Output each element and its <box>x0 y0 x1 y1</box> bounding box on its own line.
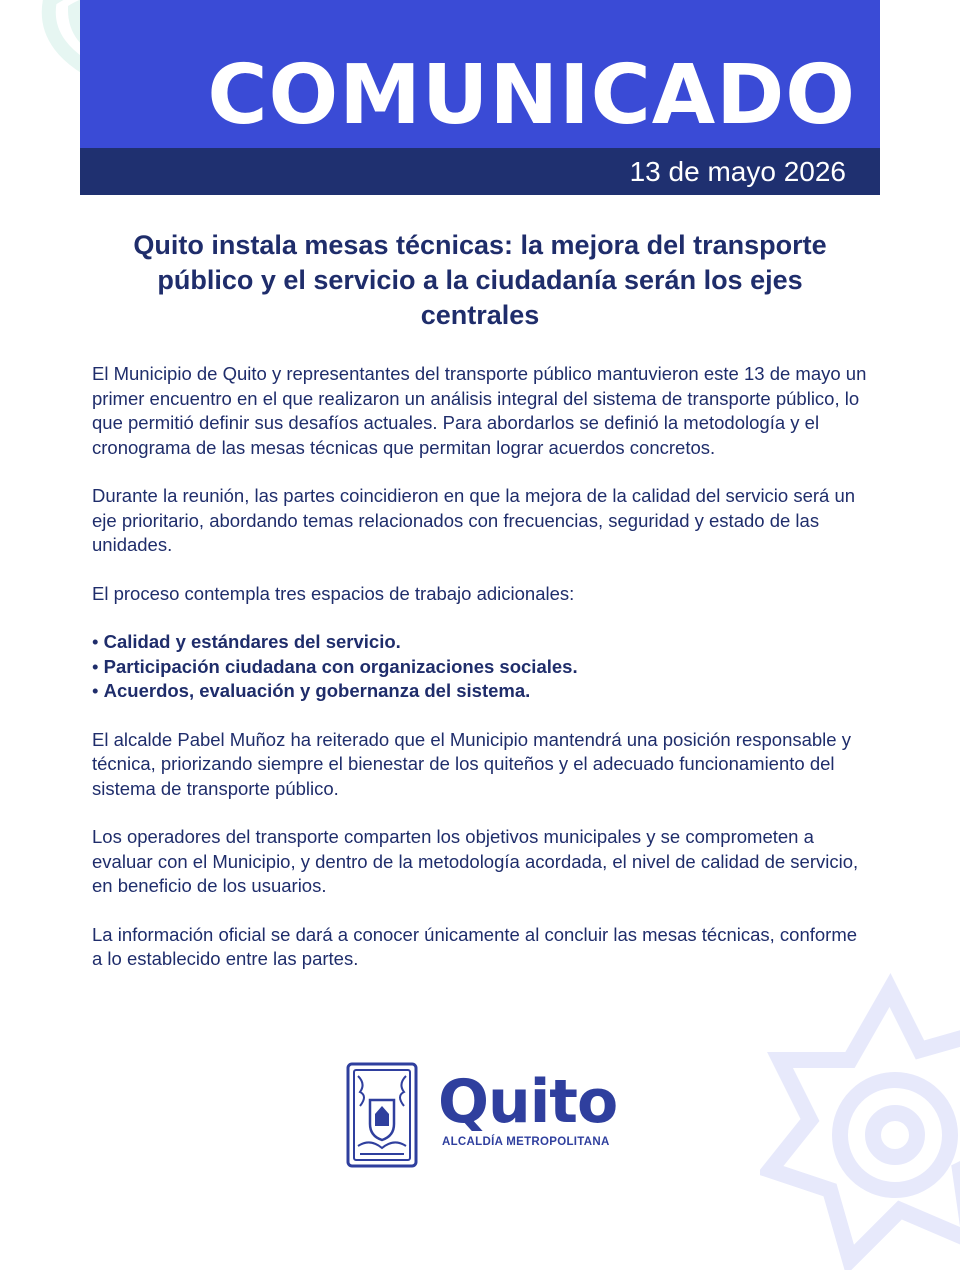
list-item: • Acuerdos, evaluación y gobernanza del sistema. <box>92 679 872 704</box>
coat-of-arms-icon <box>346 1062 418 1168</box>
paragraph: El proceso contempla tres espacios de trabajo adicionales: <box>92 582 575 604</box>
logo-subtitle: ALCALDÍA METROPOLITANA <box>442 1136 610 1148</box>
logo-wordmark: Quito <box>438 1067 618 1137</box>
date-banner <box>80 148 880 195</box>
page-title: COMUNICADO <box>207 48 856 143</box>
body-text <box>92 362 872 996</box>
paragraph: La información oficial se dará a conocer únicamente al concluir las mesas técnicas, conforme a lo establecido entre las partes. <box>92 923 858 969</box>
list-item: • Participación ciudadana con organizaciones sociales. <box>92 655 872 680</box>
headline: Quito instala mesas técnicas: la mejora del transporte público y el servicio a la ciudadanía serán los ejes centrales <box>133 230 827 330</box>
paragraph: El alcalde Pabel Muñoz ha reiterado que el Municipio mantendrá una posición responsable y técnica, priorizando siempre el bienestar de los quiteños y el adecuado funcionamiento del sistema de transporte público. <box>92 728 851 799</box>
bullet-list <box>92 630 872 704</box>
decorative-flower-bottom-right <box>760 970 960 1270</box>
paragraph: El Municipio de Quito y representantes del transporte público mantuvieron este 13 de mayo un primer encuentro en el que realizaron un análisis integral del sistema de transporte público, lo que permitió definir sus desafíos actuales. Para abordarlos se definió la metodología y el cronograma de las mesas técnicas que permitan lograr acuerdos concretos. <box>92 363 867 458</box>
paragraph: Durante la reunión, las partes coincidieron en que la mejora de la calidad del servicio será un eje prioritario, abordando temas relacionados con frecuencias, seguridad y estado de las unidades. <box>92 485 856 555</box>
date-text: 13 de mayo 2026 <box>629 156 846 187</box>
quito-logo <box>346 1062 616 1172</box>
list-item: • Calidad y estándares del servicio. <box>92 630 872 655</box>
paragraph: Los operadores del transporte comparten los objetivos municipales y se comprometen a evaluar con el Municipio, y dentro de la metodología acordada, el nivel de calidad de servicio, en beneficio de los usuarios. <box>92 826 859 896</box>
